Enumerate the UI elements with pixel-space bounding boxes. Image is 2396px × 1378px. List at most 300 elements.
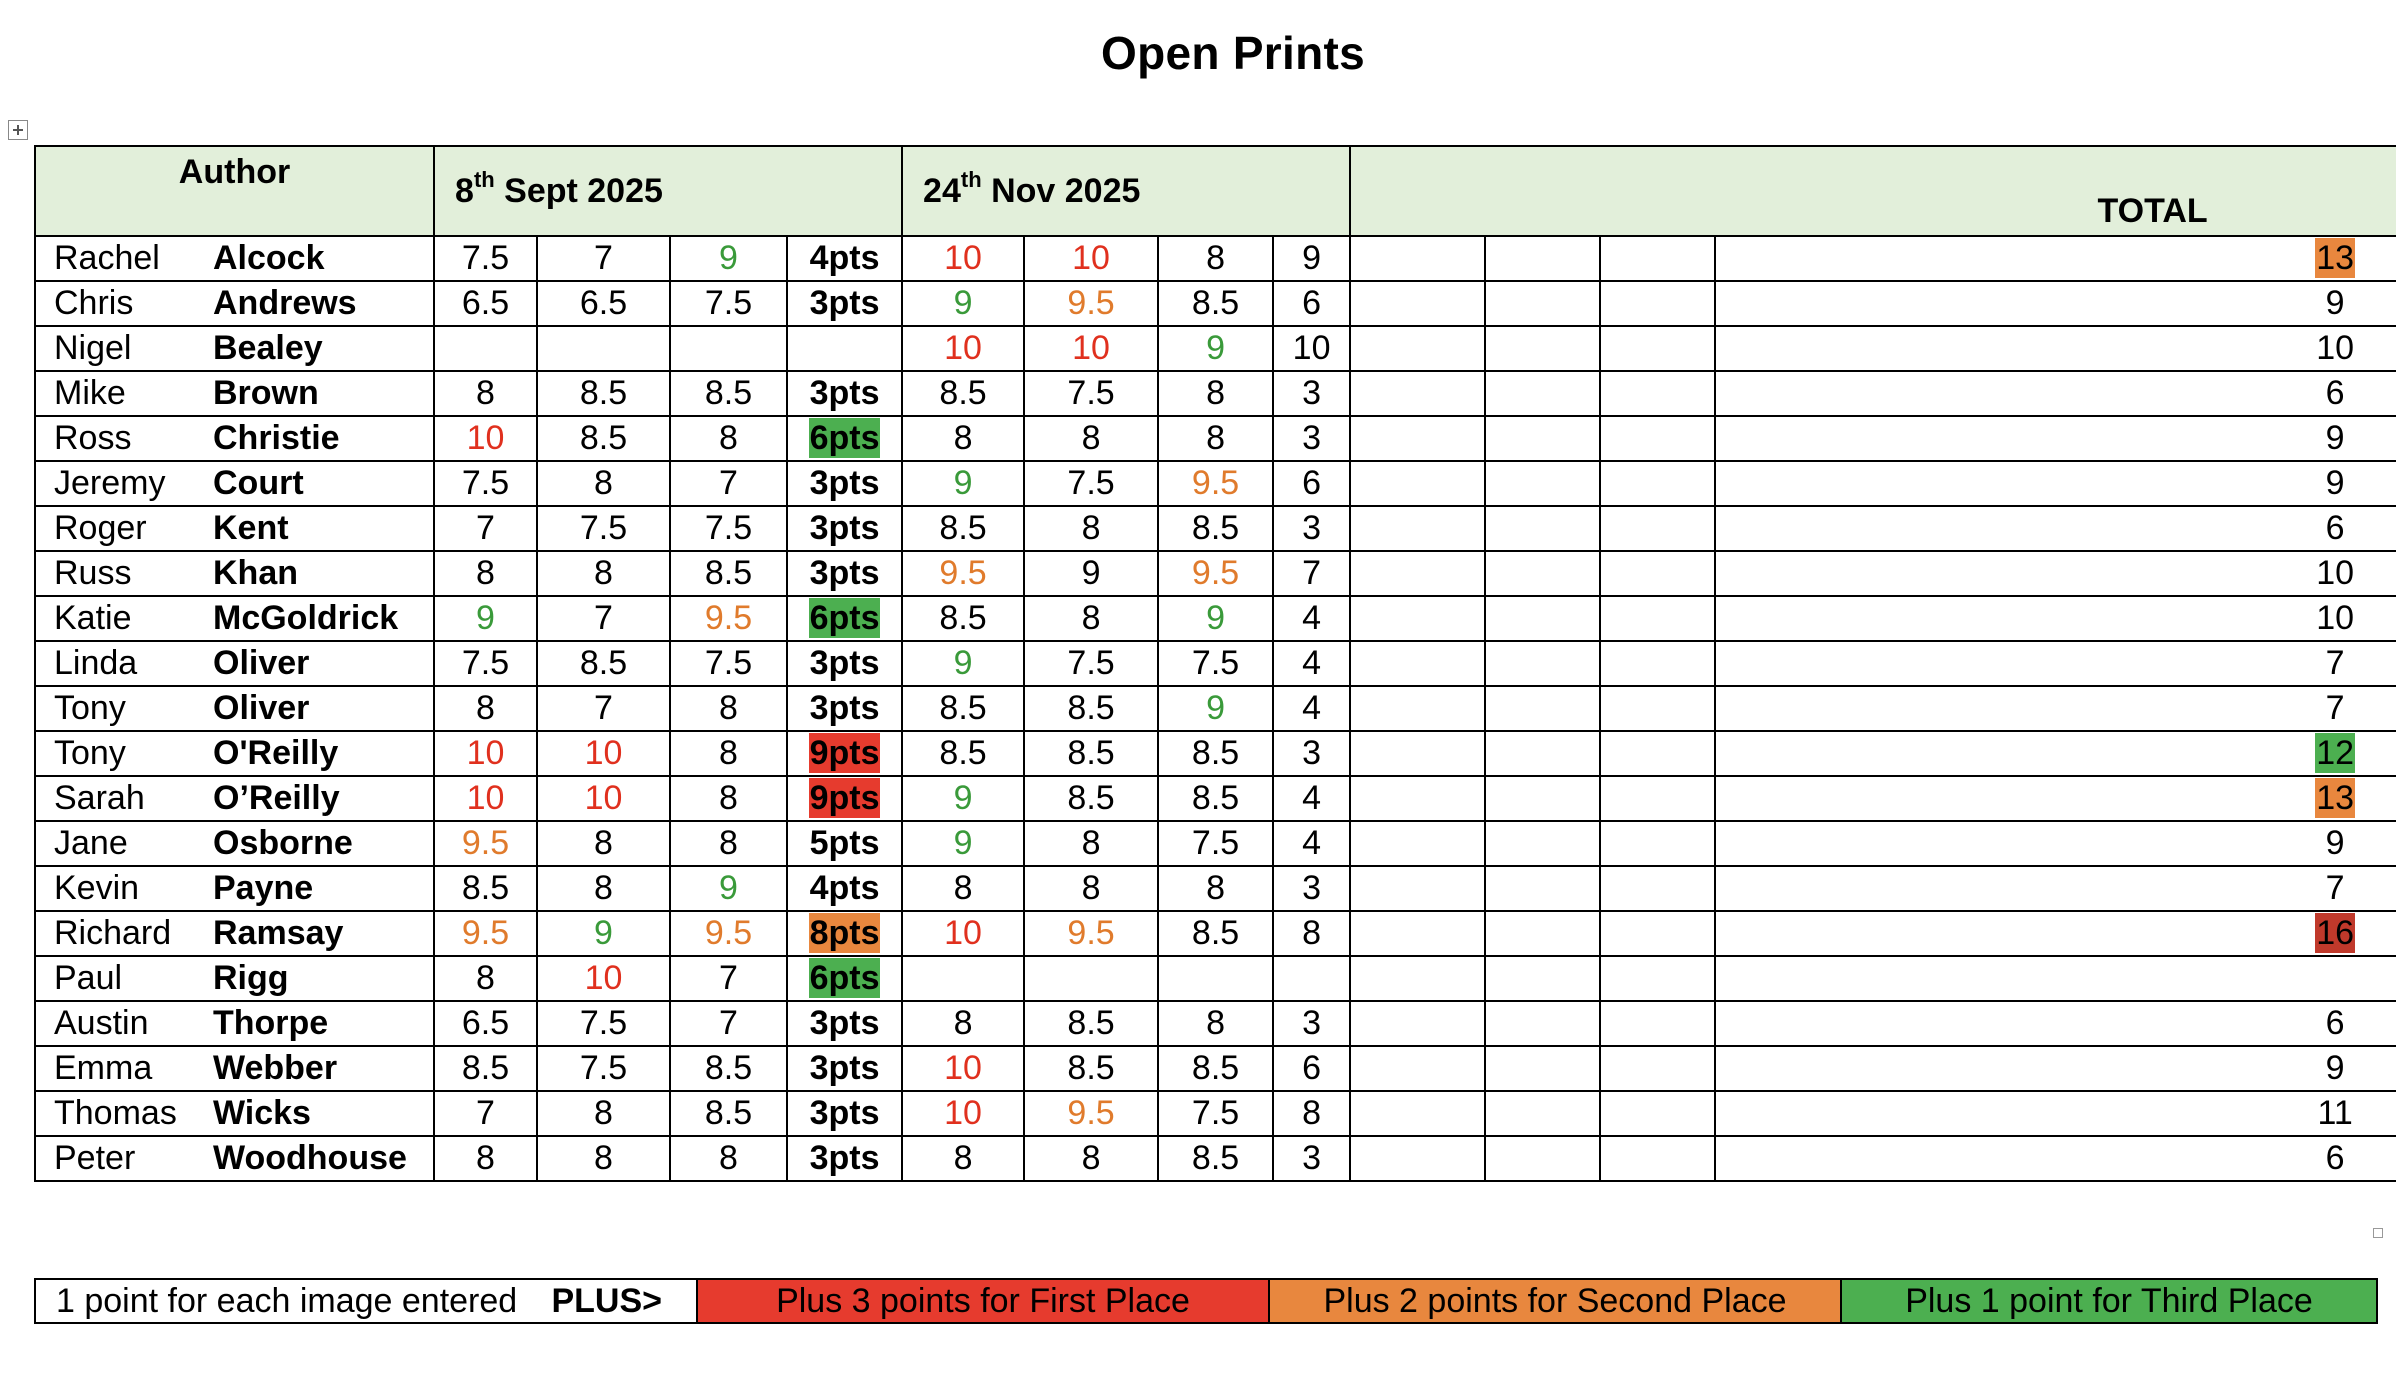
round1-score-cell xyxy=(670,326,787,371)
score-value: 8.5 xyxy=(1191,779,1240,817)
score-value: 8 xyxy=(476,689,495,727)
round1-score-cell xyxy=(670,731,787,776)
score-value: 8.5 xyxy=(1067,734,1115,772)
round2-score-cell xyxy=(1024,1046,1158,1091)
empty-round-cell xyxy=(1350,281,1485,326)
round2-score-cell xyxy=(902,911,1024,956)
legend-second-place: Plus 2 points for Second Place xyxy=(1268,1280,1840,1322)
round1-score-cell xyxy=(537,281,670,326)
score-value: 9.5 xyxy=(1191,554,1240,592)
empty-round-cell xyxy=(1350,821,1485,866)
round2-points-cell: 4 xyxy=(1273,596,1350,641)
empty-round-cell xyxy=(1485,1046,1600,1091)
round1-score-cell xyxy=(670,821,787,866)
empty-round-cell xyxy=(1485,461,1600,506)
round2-score-cell xyxy=(1024,551,1158,596)
empty-round-cell xyxy=(1350,506,1485,551)
points-value: 3pts xyxy=(809,689,880,727)
score-value: 8 xyxy=(594,464,613,502)
round2-points-cell: 6 xyxy=(1273,281,1350,326)
points-value: 3pts xyxy=(809,644,880,682)
total-cell xyxy=(1715,956,2396,1001)
empty-round-cell xyxy=(1350,1136,1485,1181)
round2-score-cell xyxy=(1158,641,1273,686)
legend-third-place: Plus 1 point for Third Place xyxy=(1840,1280,2376,1322)
round1-score-cell xyxy=(434,551,537,596)
round2-score-cell xyxy=(902,281,1024,326)
legend-base-text: 1 point for each image entered xyxy=(56,1282,518,1320)
score-value: 9 xyxy=(953,464,973,502)
round1-score-cell xyxy=(670,461,787,506)
score-value: 9 xyxy=(1081,554,1101,592)
score-value: 8 xyxy=(1206,239,1225,277)
score-value: 8.5 xyxy=(1191,284,1240,322)
table-row xyxy=(35,641,2396,686)
round1-score-cell xyxy=(670,956,787,1001)
round2-score-cell xyxy=(1024,956,1158,1001)
total-value: 10 xyxy=(2316,329,2355,367)
round1-score-cell xyxy=(434,506,537,551)
score-value: 10 xyxy=(1072,329,1110,367)
score-value: 8 xyxy=(1081,869,1101,907)
score-value: 9.5 xyxy=(1191,464,1240,502)
last-name-cell: Kent xyxy=(207,506,434,551)
first-name-cell: Tony xyxy=(35,731,207,776)
round1-score-cell xyxy=(434,461,537,506)
round1-score-cell xyxy=(537,911,670,956)
table-row xyxy=(35,731,2396,776)
last-name-cell: Wicks xyxy=(207,1091,434,1136)
score-value: 7.5 xyxy=(461,464,510,502)
author-header: Author xyxy=(35,146,434,236)
round2-score-cell xyxy=(1158,506,1273,551)
first-name-cell: Rachel xyxy=(35,236,207,281)
first-name-cell: Kevin xyxy=(35,866,207,911)
total-cell xyxy=(1715,1046,2396,1091)
round1-score-cell xyxy=(434,596,537,641)
round2-score-cell xyxy=(1024,461,1158,506)
empty-round-cell xyxy=(1600,641,1715,686)
score-value: 7.5 xyxy=(461,239,510,277)
points-value: 9pts xyxy=(809,779,880,817)
round2-points-cell: 10 xyxy=(1273,326,1350,371)
score-value: 8.5 xyxy=(1067,1049,1115,1087)
round1-score-cell xyxy=(434,236,537,281)
round2-score-cell xyxy=(1158,416,1273,461)
score-value: 7.5 xyxy=(1067,374,1115,412)
empty-round-cell xyxy=(1350,1046,1485,1091)
first-name-cell: Mike xyxy=(35,371,207,416)
last-name-cell: Bealey xyxy=(207,326,434,371)
score-value: 9 xyxy=(1206,689,1225,727)
round2-suffix: th xyxy=(960,167,982,193)
empty-round-cell xyxy=(1600,686,1715,731)
total-cell xyxy=(1715,1001,2396,1046)
round1-score-cell xyxy=(537,866,670,911)
empty-round-cell xyxy=(1485,236,1600,281)
score-value: 8 xyxy=(1206,419,1225,457)
total-value: 7 xyxy=(2325,644,2345,682)
points-value: 6pts xyxy=(809,959,880,997)
score-value: 10 xyxy=(944,1049,982,1087)
table-row xyxy=(35,1091,2396,1136)
round1-score-cell xyxy=(670,1046,787,1091)
round1-points-cell xyxy=(787,236,902,281)
total-cell xyxy=(1715,236,2396,281)
score-value: 9.5 xyxy=(461,824,510,862)
round2-score-cell xyxy=(1024,731,1158,776)
empty-round-cell xyxy=(1600,911,1715,956)
round1-points-cell xyxy=(787,461,902,506)
round1-score-cell xyxy=(434,821,537,866)
table-move-handle-icon[interactable] xyxy=(8,120,28,140)
round2-score-cell xyxy=(1024,326,1158,371)
round2-points-cell: 8 xyxy=(1273,1091,1350,1136)
round2-score-cell xyxy=(1158,956,1273,1001)
round1-score-cell xyxy=(670,506,787,551)
round2-points-cell: 3 xyxy=(1273,866,1350,911)
score-value: 7 xyxy=(594,239,613,277)
empty-round-cell xyxy=(1485,551,1600,596)
total-cell xyxy=(1715,866,2396,911)
total-value: 6 xyxy=(2325,509,2345,547)
last-name-cell: Oliver xyxy=(207,686,434,731)
round1-score-cell xyxy=(434,731,537,776)
empty-round-cell xyxy=(1350,416,1485,461)
empty-round-cell xyxy=(1600,551,1715,596)
score-value: 9 xyxy=(953,284,973,322)
total-cell xyxy=(1715,506,2396,551)
empty-round-cell xyxy=(1350,731,1485,776)
first-name-cell: Jane xyxy=(35,821,207,866)
round2-score-cell xyxy=(1024,641,1158,686)
round2-points-cell xyxy=(1273,956,1350,1001)
round1-score-cell xyxy=(434,1091,537,1136)
round1-score-cell xyxy=(670,1136,787,1181)
total-value: 7 xyxy=(2325,869,2345,907)
round1-score-cell xyxy=(434,776,537,821)
total-cell xyxy=(1715,461,2396,506)
round1-score-cell xyxy=(434,371,537,416)
score-value: 8.5 xyxy=(939,734,987,772)
round1-score-cell xyxy=(434,326,537,371)
round2-points-cell: 4 xyxy=(1273,641,1350,686)
score-value: 9.5 xyxy=(704,599,753,637)
round2-score-cell xyxy=(1158,911,1273,956)
round1-points-cell xyxy=(787,281,902,326)
round2-points-cell: 6 xyxy=(1273,1046,1350,1091)
score-value: 8 xyxy=(1081,824,1101,862)
round1-score-cell xyxy=(670,866,787,911)
empty-round-cell xyxy=(1485,281,1600,326)
round2-score-cell xyxy=(1158,1091,1273,1136)
score-value: 8.5 xyxy=(704,1094,753,1132)
round1-points-cell xyxy=(787,641,902,686)
table-row xyxy=(35,1001,2396,1046)
round1-suffix: th xyxy=(473,167,495,193)
empty-round-cell xyxy=(1600,866,1715,911)
score-value: 8.5 xyxy=(1067,779,1115,817)
score-value: 10 xyxy=(584,734,623,772)
empty-round-cell xyxy=(1350,551,1485,596)
total-value: 16 xyxy=(2316,914,2355,952)
score-value: 9.5 xyxy=(1067,914,1115,952)
score-value: 8 xyxy=(1081,599,1101,637)
score-value: 8.5 xyxy=(939,599,987,637)
round2-score-cell xyxy=(1024,1136,1158,1181)
round1-points-cell xyxy=(787,1136,902,1181)
total-value: 6 xyxy=(2325,1004,2345,1042)
empty-round-cell xyxy=(1600,236,1715,281)
points-value: 3pts xyxy=(809,554,880,592)
legend-first-place: Plus 3 points for First Place xyxy=(696,1280,1268,1322)
score-value: 10 xyxy=(466,779,505,817)
score-value: 10 xyxy=(466,419,505,457)
empty-round-cell xyxy=(1350,641,1485,686)
score-value: 8 xyxy=(719,734,738,772)
round2-score-cell xyxy=(902,506,1024,551)
round2-points-cell: 3 xyxy=(1273,371,1350,416)
points-value: 3pts xyxy=(809,464,880,502)
last-name-cell: Ramsay xyxy=(207,911,434,956)
round1-score-cell xyxy=(670,596,787,641)
round1-day: 8 xyxy=(455,171,474,210)
round2-score-cell xyxy=(1158,461,1273,506)
round1-points-cell xyxy=(787,551,902,596)
empty-round-cell xyxy=(1600,281,1715,326)
round1-score-cell xyxy=(537,1091,670,1136)
round2-points-cell: 3 xyxy=(1273,1136,1350,1181)
round1-score-cell xyxy=(670,686,787,731)
table-row xyxy=(35,506,2396,551)
round2-score-cell xyxy=(902,416,1024,461)
points-value: 4pts xyxy=(809,239,880,277)
legend-base xyxy=(36,1280,696,1322)
round1-score-cell xyxy=(537,506,670,551)
empty-round-cell xyxy=(1485,416,1600,461)
score-value: 9.5 xyxy=(704,914,753,952)
score-value: 8.5 xyxy=(1191,734,1240,772)
score-value: 8 xyxy=(1081,419,1101,457)
empty-round-cell xyxy=(1350,1001,1485,1046)
round1-points-cell xyxy=(787,776,902,821)
empty-round-cell xyxy=(1350,461,1485,506)
round1-score-cell xyxy=(434,641,537,686)
score-value: 9 xyxy=(476,599,495,637)
score-value: 8.5 xyxy=(1191,914,1240,952)
last-name-cell: Andrews xyxy=(207,281,434,326)
last-name-cell: Woodhouse xyxy=(207,1136,434,1181)
round2-score-cell xyxy=(1024,236,1158,281)
empty-round-cell xyxy=(1600,596,1715,641)
total-cell xyxy=(1715,731,2396,776)
last-name-cell: Osborne xyxy=(207,821,434,866)
round1-score-cell xyxy=(434,866,537,911)
round1-score-cell xyxy=(537,416,670,461)
empty-round-cell xyxy=(1600,1001,1715,1046)
round1-score-cell xyxy=(670,911,787,956)
score-value: 7 xyxy=(476,1094,495,1132)
empty-round-cell xyxy=(1350,911,1485,956)
total-cell xyxy=(1715,281,2396,326)
score-value: 10 xyxy=(944,329,982,367)
round2-score-cell xyxy=(902,641,1024,686)
round1-score-cell xyxy=(537,641,670,686)
table-row xyxy=(35,596,2396,641)
round2-score-cell xyxy=(902,551,1024,596)
score-value: 7.5 xyxy=(704,284,753,322)
total-cell xyxy=(1715,1091,2396,1136)
score-value: 8.5 xyxy=(704,374,753,412)
round2-score-cell xyxy=(1024,686,1158,731)
empty-round-cell xyxy=(1600,371,1715,416)
round2-header xyxy=(902,146,1350,236)
empty-round-cell xyxy=(1485,371,1600,416)
round2-score-cell xyxy=(902,236,1024,281)
round1-score-cell xyxy=(670,1091,787,1136)
score-value: 7.5 xyxy=(1067,644,1115,682)
last-name-cell: Brown xyxy=(207,371,434,416)
round2-score-cell xyxy=(1158,371,1273,416)
round1-points-cell xyxy=(787,506,902,551)
score-value: 8 xyxy=(719,419,738,457)
score-value: 9 xyxy=(953,824,973,862)
score-value: 10 xyxy=(944,914,982,952)
total-cell xyxy=(1715,686,2396,731)
empty-round-cell xyxy=(1485,866,1600,911)
table-resize-handle-icon[interactable] xyxy=(2373,1228,2383,1238)
score-value: 8.5 xyxy=(1191,1139,1240,1177)
round1-score-cell xyxy=(537,371,670,416)
table-row xyxy=(35,416,2396,461)
round2-score-cell xyxy=(902,731,1024,776)
table-row xyxy=(35,911,2396,956)
first-name-cell: Richard xyxy=(35,911,207,956)
score-value: 9.5 xyxy=(1067,1094,1115,1132)
round2-score-cell xyxy=(1024,776,1158,821)
points-value: 3pts xyxy=(809,1004,880,1042)
score-value: 8.5 xyxy=(939,689,987,727)
round1-points-cell xyxy=(787,956,902,1001)
empty-round-cell xyxy=(1350,596,1485,641)
score-value: 9 xyxy=(953,644,973,682)
score-value: 8.5 xyxy=(579,374,628,412)
score-value: 8 xyxy=(1081,509,1101,547)
score-value: 7 xyxy=(594,689,613,727)
score-value: 10 xyxy=(1072,239,1110,277)
round2-score-cell xyxy=(1158,551,1273,596)
round1-points-cell xyxy=(787,326,902,371)
round1-score-cell xyxy=(537,1001,670,1046)
last-name-cell: Thorpe xyxy=(207,1001,434,1046)
round2-points-cell: 6 xyxy=(1273,461,1350,506)
empty-round-cell xyxy=(1600,506,1715,551)
round2-score-cell xyxy=(1158,1136,1273,1181)
score-value: 7 xyxy=(719,959,738,997)
empty-round-cell xyxy=(1350,956,1485,1001)
total-value: 7 xyxy=(2325,689,2345,727)
score-value: 9 xyxy=(953,779,973,817)
empty-round-cell xyxy=(1485,821,1600,866)
score-value: 10 xyxy=(584,959,623,997)
table-row xyxy=(35,956,2396,1001)
empty-round-cell xyxy=(1350,686,1485,731)
round1-score-cell xyxy=(670,281,787,326)
empty-round-cell xyxy=(1350,236,1485,281)
total-value: 10 xyxy=(2316,599,2355,637)
round2-score-cell xyxy=(1024,416,1158,461)
round2-score-cell xyxy=(1024,506,1158,551)
table-row xyxy=(35,326,2396,371)
score-value: 8 xyxy=(594,824,613,862)
score-value: 7.5 xyxy=(704,644,753,682)
empty-round-cell xyxy=(1600,821,1715,866)
total-value: 9 xyxy=(2325,284,2345,322)
round2-points-cell: 8 xyxy=(1273,911,1350,956)
round2-rest: Nov 2025 xyxy=(981,171,1141,210)
round1-points-cell xyxy=(787,1046,902,1091)
round1-points-cell xyxy=(787,686,902,731)
table-row xyxy=(35,551,2396,596)
empty-round-cell xyxy=(1600,1091,1715,1136)
round2-score-cell xyxy=(902,1091,1024,1136)
round1-score-cell xyxy=(434,1001,537,1046)
first-name-cell: Jeremy xyxy=(35,461,207,506)
round1-score-cell xyxy=(670,1001,787,1046)
table-row xyxy=(35,776,2396,821)
empty-round-cell xyxy=(1600,461,1715,506)
round1-score-cell xyxy=(434,1136,537,1181)
round2-score-cell xyxy=(1024,596,1158,641)
score-value: 8.5 xyxy=(1067,1004,1115,1042)
round2-score-cell xyxy=(902,776,1024,821)
empty-round-cell xyxy=(1600,416,1715,461)
round2-score-cell xyxy=(1158,596,1273,641)
empty-round-cell xyxy=(1600,956,1715,1001)
round2-score-cell xyxy=(902,686,1024,731)
round2-score-cell xyxy=(1158,686,1273,731)
score-value: 8.5 xyxy=(579,419,628,457)
empty-round-cell xyxy=(1485,1136,1600,1181)
score-value: 9.5 xyxy=(461,914,510,952)
round2-score-cell xyxy=(1158,281,1273,326)
total-header xyxy=(1350,146,2396,236)
score-value: 8.5 xyxy=(1191,509,1240,547)
round1-score-cell xyxy=(537,686,670,731)
empty-round-cell xyxy=(1485,1091,1600,1136)
round2-day: 24 xyxy=(923,171,961,210)
last-name-cell: O’Reilly xyxy=(207,776,434,821)
first-name-cell: Linda xyxy=(35,641,207,686)
points-value: 4pts xyxy=(809,869,880,907)
round2-score-cell xyxy=(1158,731,1273,776)
scores-table xyxy=(34,145,2396,1182)
round1-points-cell xyxy=(787,596,902,641)
round1-score-cell xyxy=(670,551,787,596)
round2-points-cell: 9 xyxy=(1273,236,1350,281)
legend-plus-label: PLUS> xyxy=(551,1282,662,1320)
round2-score-cell xyxy=(1024,911,1158,956)
round2-score-cell xyxy=(1024,1001,1158,1046)
page-title: Open Prints xyxy=(1100,27,1365,79)
last-name-cell: Khan xyxy=(207,551,434,596)
empty-round-cell xyxy=(1600,1046,1715,1091)
round2-points-cell: 4 xyxy=(1273,776,1350,821)
score-value: 10 xyxy=(466,734,505,772)
table-row xyxy=(35,281,2396,326)
empty-round-cell xyxy=(1600,776,1715,821)
score-value: 8 xyxy=(476,959,495,997)
